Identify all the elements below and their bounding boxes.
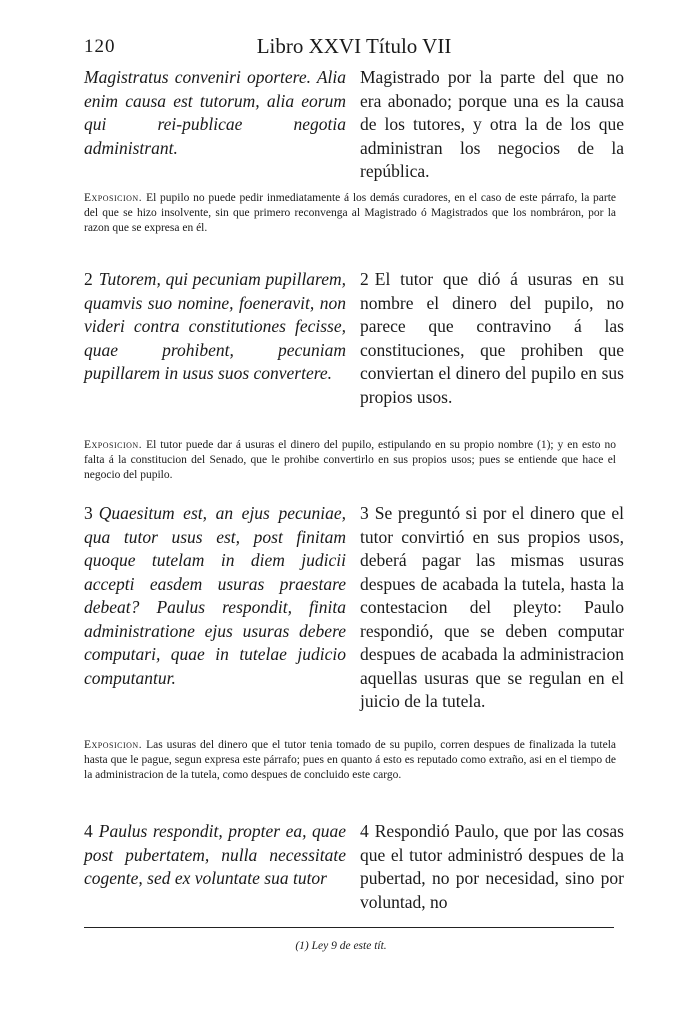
exposition-2 <box>84 438 616 483</box>
spanish-text: Magistrado por la parte del que no era abonado; porque una es la causa de los tutores, y otra la de los que administran los negocios de la república. <box>360 67 624 181</box>
paragraph-number: 2 <box>360 269 369 289</box>
latin-body: Paulus respondit, propter ea, quae post pubertatem, nulla necessitate cogente, sed ex voluntate sua tutor <box>84 821 346 888</box>
paragraph-number: 2 <box>84 269 93 289</box>
exposition-text: Las usuras del dinero que el tutor tenia tomado de su pupilo, corren despues de finalizada la tutela hasta que le pague, segun expresa este párrafo; pues en quanto á esto es reputado como extraño, asi en el tiempo de la administracion de la tutela, como despues de concluido este cargo. <box>84 739 616 781</box>
latin-text: Magistratus conveniri oportere. Alia enim causa est tutorum, alia eorum qui rei-publicae negotia administrant. <box>84 67 346 158</box>
section-3 <box>84 502 624 727</box>
running-title: Libro XXVI Título VII <box>256 34 452 58</box>
exposition-1 <box>84 191 616 236</box>
spanish-body: Se preguntó si por el dinero que el tutor convirtió en sus propios usos, deberá pagar las mismas usuras despues de acabada la tutela, hasta la contestacion del pleyto: Paulo respondió, que se deben computar despues de acabada la administracion aquellas usuras que se regulan en el juicio de la tutela. <box>360 503 624 711</box>
page-header <box>84 34 624 60</box>
paragraph-number: 3 <box>84 503 93 523</box>
footnote-divider <box>84 927 614 928</box>
paragraph-number: 4 <box>84 821 93 841</box>
exposition-text: El tutor puede dar á usuras el dinero del pupilo, estipulando en su propio nombre (1); y en esto no falta á la constitucion del Senado, que le prohibe convertirlo en sus propios usos; pues se entiende que hace el negocio del pupilo. <box>84 439 616 481</box>
spanish-body: El tutor que dió á usuras en su nombre el dinero del pupilo, no parece que contravino á las constituciones, que prohiben que conviertan el dinero del pupilo en sus propios usos. <box>360 269 624 407</box>
spanish-text <box>360 820 624 914</box>
spanish-body: Respondió Paulo, que por las cosas que el tutor administró despues de la pubertad, no por necesidad, sino por voluntad, no <box>360 821 624 912</box>
spanish-text <box>360 268 624 409</box>
page-number: 120 <box>84 36 116 57</box>
section-1 <box>84 66 624 186</box>
spanish-text <box>360 502 624 714</box>
footnote: (1) Ley 9 de este tít. <box>295 940 387 952</box>
latin-body: Quaesitum est, an ejus pecuniae, qua tutor usus est, post finitam quoque tutelam in diem judicii accepti easdem usuras praestare debeat? Paulus respondit, finita administratione ejus usuras debere computari, quae in tutelae judicio computantur. <box>84 503 346 688</box>
exposition-label: Exposicion. <box>84 192 143 204</box>
section-4 <box>84 820 624 920</box>
exposition-3 <box>84 738 616 783</box>
paragraph-number: 4 <box>360 821 369 841</box>
latin-body: Tutorem, qui pecuniam pupillarem, quamvis suo nomine, foeneravit, non videri contra constitutiones fecisse, quae prohibent, pecuniam pupillarem in usus suos convertere. <box>84 269 346 383</box>
exposition-label: Exposicion. <box>84 439 143 451</box>
latin-text <box>84 268 346 386</box>
latin-text <box>84 820 346 891</box>
latin-text <box>84 502 346 690</box>
exposition-text: El pupilo no puede pedir inmediatamente á los demás curadores, en el caso de este párrafo, la parte del que se hizo insolvente, sin que primero reconvenga al Magistrado ó Magistrados que los nombráron, por la razon que se expresa en él. <box>84 192 616 234</box>
exposition-label: Exposicion. <box>84 739 143 751</box>
paragraph-number: 3 <box>360 503 369 523</box>
section-2 <box>84 268 624 428</box>
